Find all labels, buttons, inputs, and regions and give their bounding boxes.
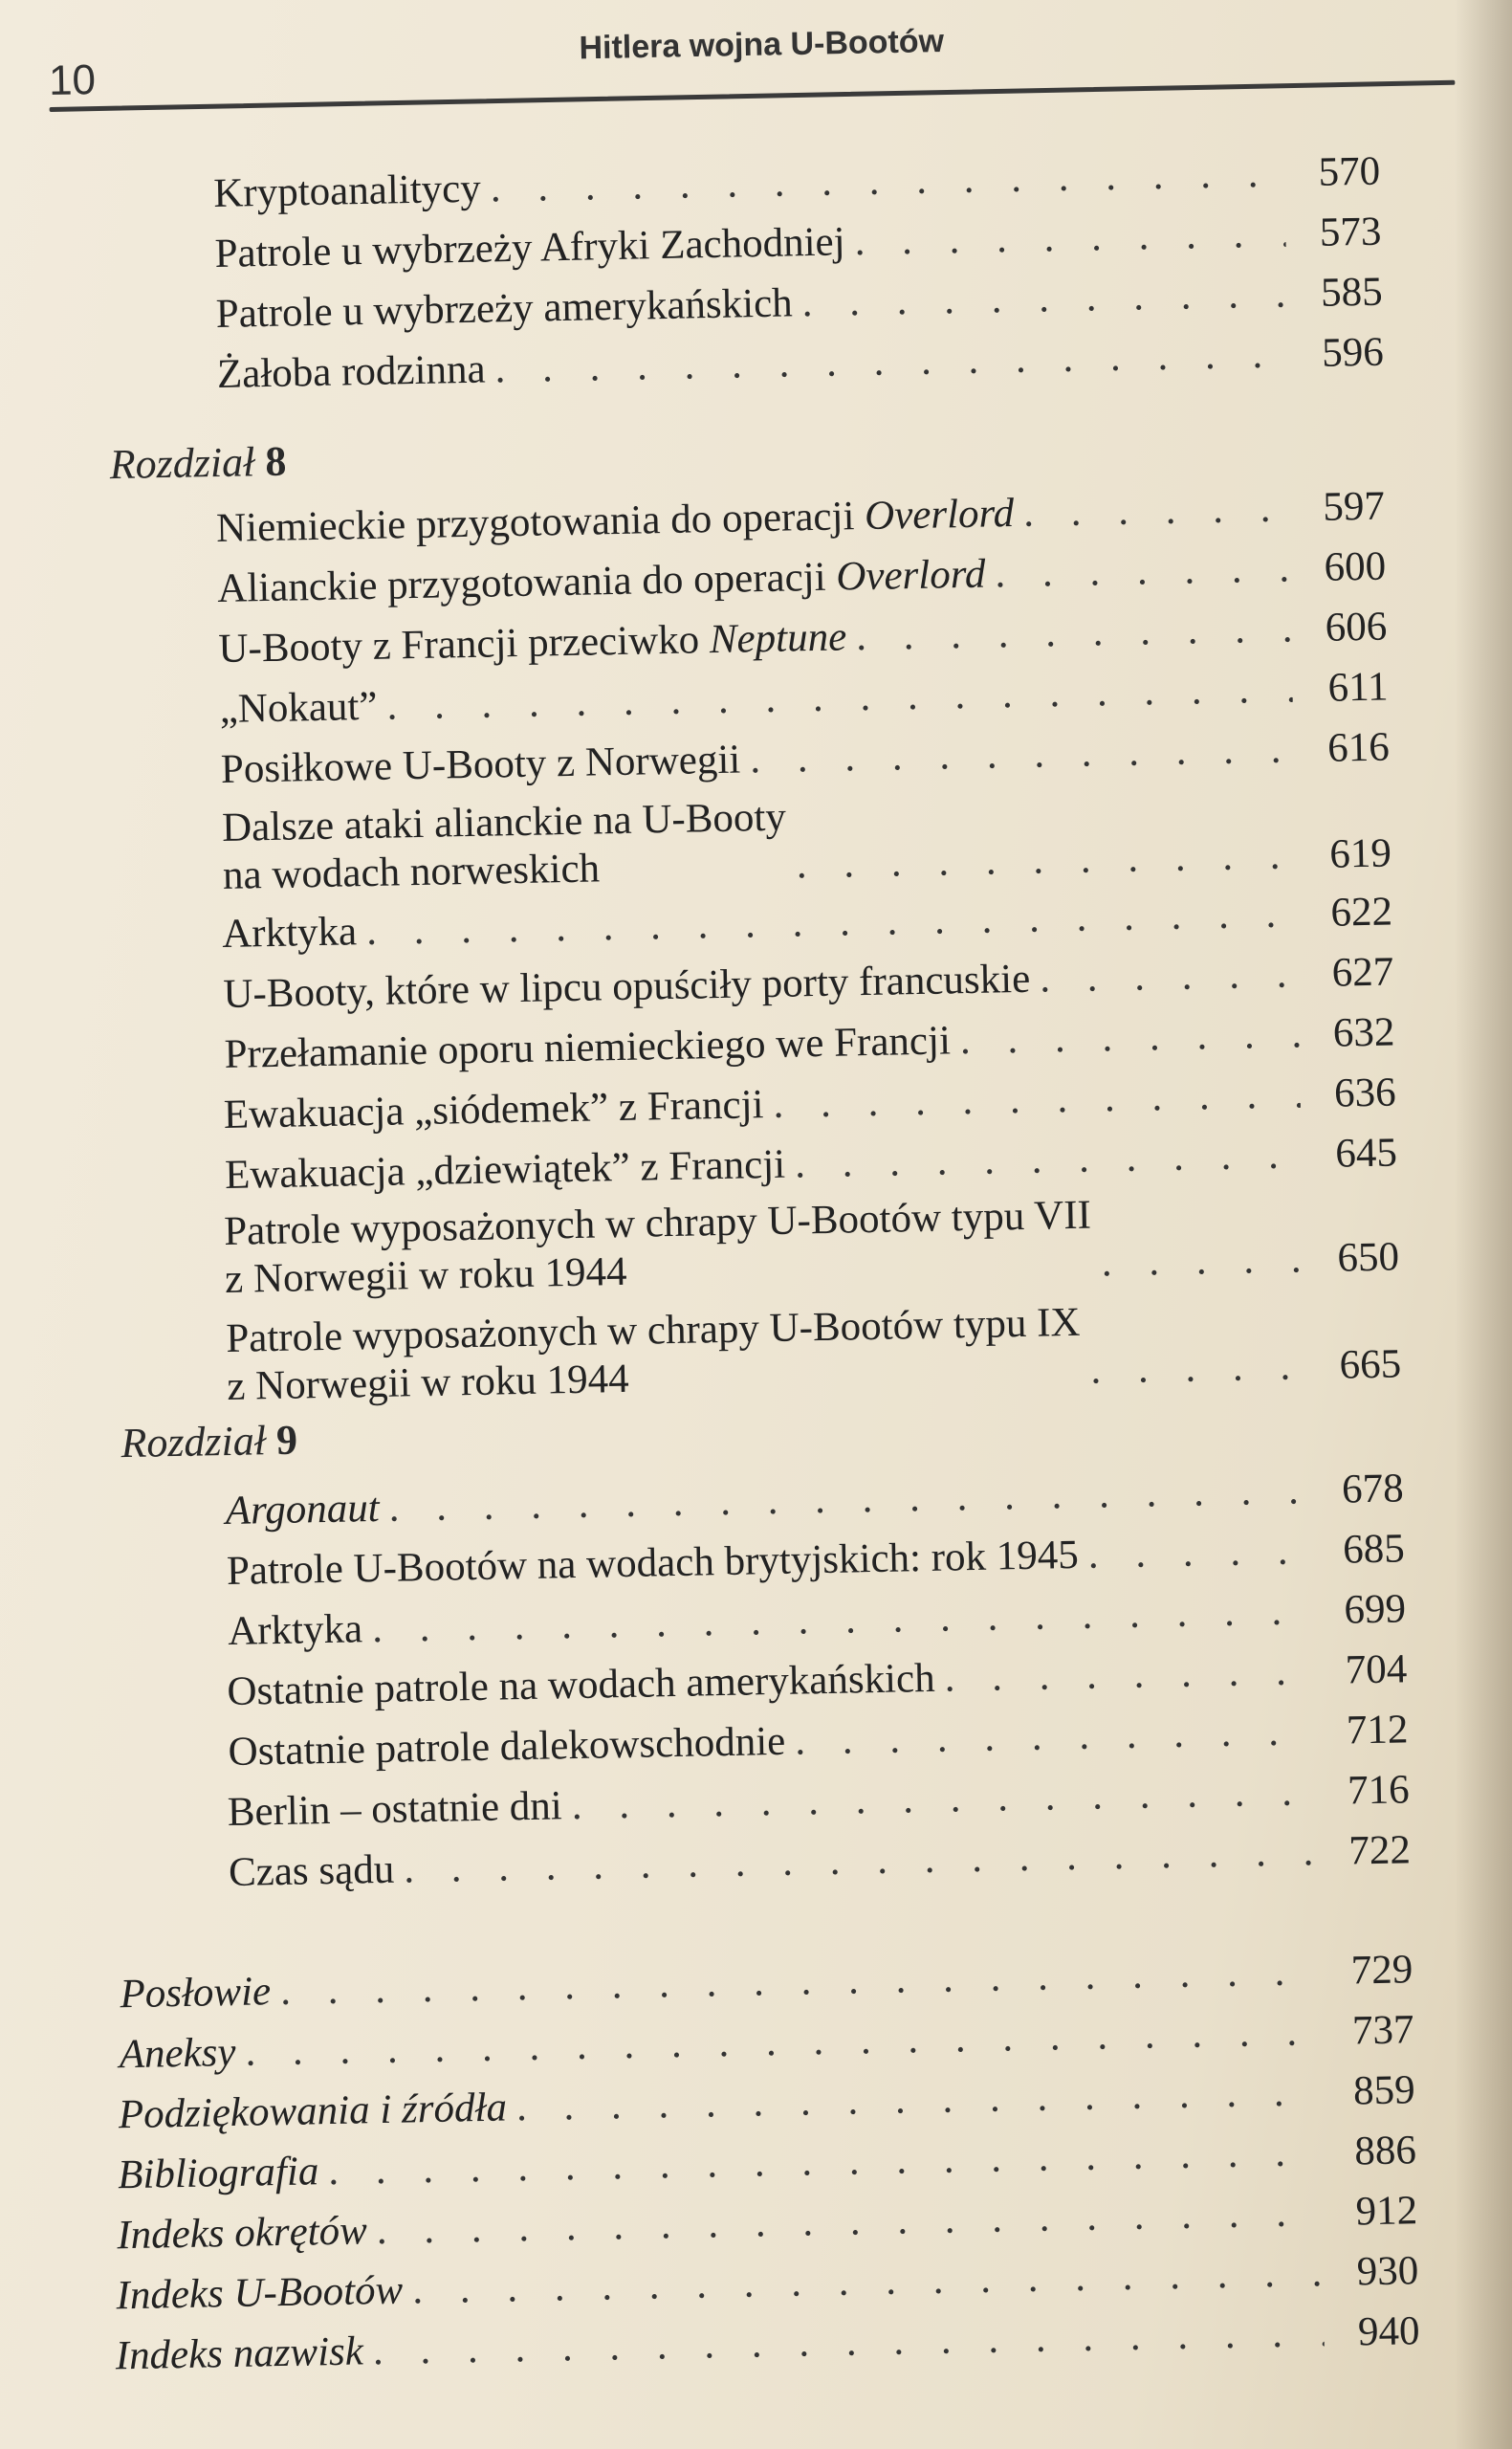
toc-entry-title: Podziękowania i źródła xyxy=(118,2085,508,2138)
toc-entry-page: 573 xyxy=(1319,209,1382,255)
toc-entry xyxy=(224,1185,1400,1304)
toc-entry-title: Patrole u wybrzeży Afryki Zachodniej xyxy=(214,219,846,276)
toc-entry-title: Niemieckie przygotowania do operacji Overlord xyxy=(215,490,1015,551)
toc-entry-page: 704 xyxy=(1345,1646,1408,1693)
toc-entry xyxy=(225,1465,1404,1535)
toc-entry-title: Ewakuacja „siódemek” z Francji xyxy=(223,1082,764,1137)
toc-entry xyxy=(218,604,1388,673)
toc-entry-title: Bibliografia xyxy=(117,2149,319,2198)
dot-leader xyxy=(801,270,1287,327)
dot-leader xyxy=(854,210,1286,266)
toc-entry xyxy=(118,2127,1417,2199)
toc-entry-page: 737 xyxy=(1351,2007,1414,2054)
toc-entry xyxy=(224,1008,1395,1078)
toc-entry-page: 650 xyxy=(1336,1234,1400,1281)
toc-entry xyxy=(116,2247,1419,2320)
toc-entry-page: 570 xyxy=(1318,148,1381,195)
toc-entry-title: Arktyka xyxy=(221,909,358,957)
dot-leader xyxy=(773,1070,1301,1129)
toc-entry-title: Ewakuacja „dziewiątek” z Francji xyxy=(224,1141,786,1198)
dot-leader xyxy=(995,544,1291,598)
toc-entry-page: 665 xyxy=(1339,1341,1402,1388)
toc-entry-page: 859 xyxy=(1352,2067,1416,2114)
toc-entry xyxy=(220,723,1390,793)
toc-entry-title: Czas sądu xyxy=(228,1846,395,1896)
toc-entry-page: 645 xyxy=(1334,1130,1398,1177)
toc-entry-page: 712 xyxy=(1346,1707,1409,1754)
chapter-heading-8 xyxy=(109,437,287,490)
toc-entry xyxy=(214,209,1382,278)
toc-entry-page: 597 xyxy=(1322,483,1386,530)
toc-entry-page: 600 xyxy=(1324,543,1387,590)
chapter-number: 8 xyxy=(264,437,287,485)
toc-entry xyxy=(118,2066,1415,2139)
toc-entry xyxy=(223,948,1394,1018)
dot-leader xyxy=(404,1828,1316,1893)
toc-entry-title: Patrole u wybrzeży amerykańskich xyxy=(215,280,794,337)
dot-leader xyxy=(412,2249,1324,2314)
page-edge-shadow xyxy=(1455,0,1512,2449)
dot-leader xyxy=(795,1708,1313,1765)
toc-entry-page: 930 xyxy=(1356,2248,1419,2295)
toc-entry-page: 619 xyxy=(1328,830,1392,877)
toc-entry-page: 616 xyxy=(1326,724,1391,771)
chapter-number: 9 xyxy=(275,1416,298,1464)
toc-entry-title: Berlin – ostatnie dni xyxy=(227,1783,563,1836)
toc-entry xyxy=(213,148,1381,218)
toc-entry-page: 699 xyxy=(1344,1586,1407,1633)
toc-entry-title: Ostatnie patrole dalekowschodnie xyxy=(228,1718,786,1775)
toc-entry-title: U-Booty, które w lipcu opuściły porty francuskie xyxy=(222,956,1031,1017)
toc-entry-title: Alianckie przygotowania do operacji Overlord xyxy=(216,551,986,611)
dot-leader xyxy=(571,1768,1314,1830)
chapter-heading-9 xyxy=(121,1416,298,1468)
page-number: 10 xyxy=(48,56,97,104)
dot-leader xyxy=(376,2189,1322,2255)
dot-leader xyxy=(366,890,1298,956)
toc-entry-title: U-Booty z Francji przeciwko Neptune xyxy=(218,614,847,672)
dot-leader xyxy=(796,831,1296,889)
toc-entry xyxy=(119,2006,1414,2079)
toc-entry-title: Ostatnie patrole na wodach amerykańskich xyxy=(226,1655,936,1715)
toc-entry-page: 636 xyxy=(1333,1070,1397,1116)
toc-entry-title: Patrole U-Bootów na wodach brytyjskich: rok 1945 xyxy=(226,1532,1080,1594)
toc-entry-title: Indeks okrętów xyxy=(116,2208,368,2259)
toc-entry-page: 912 xyxy=(1355,2188,1418,2235)
toc-entry xyxy=(222,888,1393,958)
toc-entry xyxy=(217,329,1385,399)
toc-entry xyxy=(216,483,1386,553)
dot-leader xyxy=(372,1587,1311,1653)
dot-leader xyxy=(328,2129,1322,2195)
toc-entry-title: Patrole wyposażonych w chrapy U-Bootów typu VII z Norwegii w roku 1944 xyxy=(223,1192,1092,1302)
toc-entry-page: 729 xyxy=(1350,1947,1413,1994)
running-title: Hitlera wojna U-Bootów xyxy=(579,23,945,67)
toc-entry-title: Indeks U-Bootów xyxy=(116,2267,404,2319)
toc-entry-title: „Nokaut” xyxy=(219,683,378,732)
toc-entry-title: Kryptoanalitycy xyxy=(212,165,482,216)
toc-entry-title: Argonaut xyxy=(225,1485,381,1533)
toc-entry-title: Aneksy xyxy=(119,2029,236,2078)
dot-leader xyxy=(959,1010,1300,1065)
toc-entry-title: Indeks nazwisk xyxy=(115,2328,364,2379)
toc-entry xyxy=(229,1826,1412,1897)
toc-entry-title: Przełamanie oporu niemieckiego we Francji xyxy=(224,1018,952,1077)
toc-entry-title: Arktyka xyxy=(227,1606,363,1654)
chapter-label: Rozdział xyxy=(109,438,255,489)
toc-entry xyxy=(223,1069,1396,1139)
dot-leader xyxy=(1087,1527,1309,1578)
dot-leader xyxy=(1040,950,1299,1003)
toc-entry-page: 622 xyxy=(1330,889,1393,936)
dot-leader xyxy=(515,2068,1320,2131)
dot-leader xyxy=(1090,1342,1306,1394)
toc-entry xyxy=(217,543,1387,613)
toc-entry-page: 606 xyxy=(1325,604,1388,651)
dot-leader xyxy=(490,149,1284,212)
dot-leader xyxy=(750,725,1294,783)
dot-leader xyxy=(494,330,1288,393)
toc-entry-page: 611 xyxy=(1327,664,1389,711)
toc-entry xyxy=(227,1645,1408,1716)
toc-entry-page: 627 xyxy=(1331,949,1394,996)
dot-leader xyxy=(372,2309,1325,2375)
toc-entry-title: Dalsze ataki alianckie na U-Booty na wodach norweskich xyxy=(221,794,787,898)
toc-entry xyxy=(227,1525,1406,1596)
toc-entry-title: Żałoba rodzinna xyxy=(216,346,486,397)
toc-entry-page: 685 xyxy=(1342,1526,1406,1573)
toc-entry xyxy=(219,664,1389,734)
toc-entry xyxy=(120,1946,1413,2019)
toc-entry-page: 596 xyxy=(1321,329,1385,376)
toc-entry xyxy=(222,782,1392,899)
toc-entry-page: 716 xyxy=(1347,1767,1411,1814)
toc-entry-page: 585 xyxy=(1320,269,1384,316)
dot-leader xyxy=(245,2008,1319,2077)
toc-entry xyxy=(228,1706,1409,1776)
toc-entry xyxy=(227,1766,1410,1837)
toc-entry-title: Patrole wyposażonych w chrapy U-Bootów typu IX z Norwegii w roku 1944 xyxy=(225,1299,1081,1409)
dot-leader xyxy=(386,665,1293,730)
dot-leader xyxy=(1101,1235,1304,1287)
chapter-label: Rozdział xyxy=(120,1417,267,1467)
dot-leader xyxy=(944,1647,1312,1702)
toc-entry xyxy=(215,269,1383,339)
dot-leader xyxy=(1023,484,1290,537)
dot-leader xyxy=(795,1131,1303,1188)
dot-leader xyxy=(856,605,1292,661)
toc-entry-page: 678 xyxy=(1341,1466,1405,1512)
dot-leader xyxy=(280,1948,1318,2016)
dot-leader xyxy=(388,1467,1308,1532)
toc-entry-title: Posiłkowe U-Booty z Norwegii xyxy=(220,737,741,792)
toc-entry-page: 722 xyxy=(1348,1827,1412,1874)
toc-entry xyxy=(117,2187,1418,2260)
toc-entry xyxy=(228,1585,1407,1656)
toc-entry xyxy=(226,1292,1402,1411)
toc-entry-page: 940 xyxy=(1357,2308,1420,2355)
toc-entry xyxy=(115,2307,1420,2380)
toc-entry-title: Posłowie xyxy=(120,1969,272,2018)
toc-entry-page: 632 xyxy=(1332,1009,1395,1056)
toc-entry-page: 886 xyxy=(1353,2128,1417,2174)
